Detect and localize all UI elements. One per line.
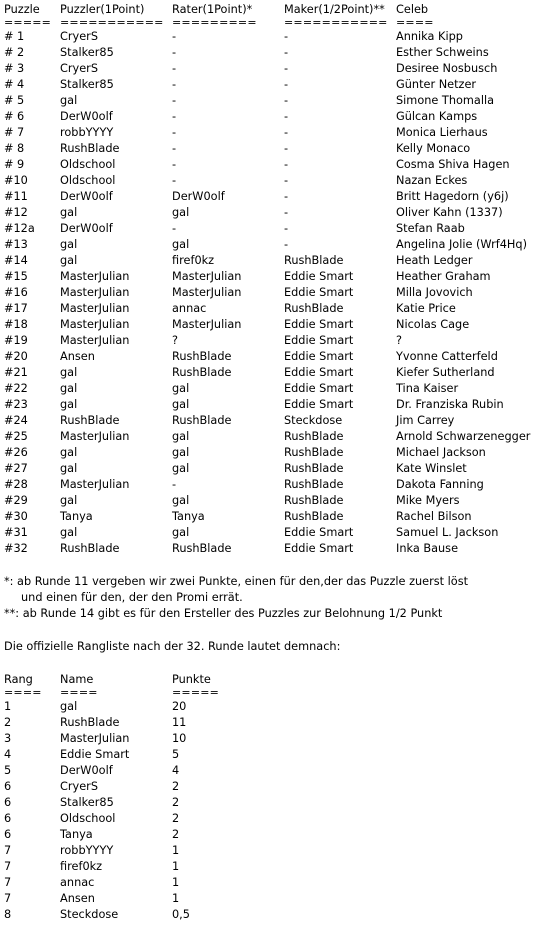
puzzle-number: #10 bbox=[4, 174, 28, 187]
rank-value: 8 bbox=[4, 908, 12, 921]
puzzler-name: Tanya bbox=[60, 510, 93, 523]
player-name: Ansen bbox=[60, 892, 95, 905]
celeb-name: Desiree Nosbusch bbox=[396, 62, 498, 75]
puzzle-number: #15 bbox=[4, 270, 28, 283]
rater-name: RushBlade bbox=[172, 350, 232, 363]
player-name: Eddie Smart bbox=[60, 748, 130, 761]
puzzle-number: #16 bbox=[4, 286, 28, 299]
celeb-name: ? bbox=[396, 334, 402, 347]
maker-name: - bbox=[284, 30, 289, 43]
table-row bbox=[4, 301, 534, 317]
player-name: annac bbox=[60, 876, 95, 889]
table-row bbox=[4, 109, 534, 125]
celeb-name: Günter Netzer bbox=[396, 78, 477, 91]
maker-name: RushBlade bbox=[284, 494, 344, 507]
rank-value: 3 bbox=[4, 732, 12, 745]
celeb-name: Britt Hagedorn (y6j) bbox=[396, 190, 509, 203]
puzzle-number: #30 bbox=[4, 510, 28, 523]
puzzler-name: MasterJulian bbox=[60, 334, 130, 347]
maker-name: RushBlade bbox=[284, 510, 344, 523]
celeb-name: Heath Ledger bbox=[396, 254, 473, 267]
rater-name: - bbox=[172, 222, 177, 235]
ranking-row bbox=[4, 795, 534, 811]
maker-name: RushBlade bbox=[284, 302, 344, 315]
puzzle-number: #21 bbox=[4, 366, 28, 379]
table-row bbox=[4, 509, 534, 525]
rater-name: annac bbox=[172, 302, 207, 315]
rater-name: firef0kz bbox=[172, 254, 215, 267]
player-name: firef0kz bbox=[60, 860, 103, 873]
maker-name: - bbox=[284, 158, 289, 171]
celeb-name: Kiefer Sutherland bbox=[396, 366, 495, 379]
rater-name: - bbox=[172, 126, 177, 139]
puzzler-name: gal bbox=[60, 366, 78, 379]
maker-name: - bbox=[284, 222, 289, 235]
table-row bbox=[4, 269, 534, 285]
rater-name: gal bbox=[172, 238, 190, 251]
maker-name: RushBlade bbox=[284, 430, 344, 443]
table-row bbox=[4, 141, 534, 157]
header-rater: Rater(1Point)* bbox=[172, 3, 253, 16]
celeb-name: Oliver Kahn (1337) bbox=[396, 206, 503, 219]
puzzle-number: # 1 bbox=[4, 30, 25, 43]
rater-name: gal bbox=[172, 382, 190, 395]
table-row bbox=[4, 349, 534, 365]
celeb-name: Cosma Shiva Hagen bbox=[396, 158, 510, 171]
puzzler-name: MasterJulian bbox=[60, 478, 130, 491]
celeb-name: Milla Jovovich bbox=[396, 286, 473, 299]
maker-name: RushBlade bbox=[284, 254, 344, 267]
rank-value: 7 bbox=[4, 860, 12, 873]
header-punkte: Punkte bbox=[172, 673, 211, 686]
header-maker: Maker(1/2Point)** bbox=[284, 3, 385, 16]
ranking-row bbox=[4, 891, 534, 907]
table-row bbox=[4, 237, 534, 253]
puzzler-name: gal bbox=[60, 462, 78, 475]
points-value: 2 bbox=[172, 812, 180, 825]
table-row bbox=[4, 77, 534, 93]
puzzle-number: #11 bbox=[4, 190, 28, 203]
table-row bbox=[4, 173, 534, 189]
puzzle-number: #25 bbox=[4, 430, 28, 443]
header-celeb: Celeb bbox=[396, 3, 429, 16]
rater-name: gal bbox=[172, 398, 190, 411]
rank-value: 7 bbox=[4, 844, 12, 857]
points-value: 2 bbox=[172, 828, 180, 841]
puzzler-name: DerW0olf bbox=[60, 190, 113, 203]
puzzler-name: RushBlade bbox=[60, 142, 120, 155]
rank-value: 6 bbox=[4, 780, 12, 793]
puzzle-number: #18 bbox=[4, 318, 28, 331]
table-row bbox=[4, 61, 534, 77]
underline-celeb: ==== bbox=[396, 16, 434, 29]
header-rang: Rang bbox=[4, 673, 33, 686]
maker-name: Eddie Smart bbox=[284, 526, 354, 539]
table-row bbox=[4, 285, 534, 301]
table-row bbox=[4, 525, 534, 541]
underline-rang: ==== bbox=[4, 686, 42, 699]
maker-name: - bbox=[284, 46, 289, 59]
header-name: Name bbox=[60, 673, 94, 686]
ranking-table-body bbox=[4, 699, 534, 923]
puzzler-name: gal bbox=[60, 94, 78, 107]
rater-name: gal bbox=[172, 446, 190, 459]
points-value: 2 bbox=[172, 780, 180, 793]
maker-name: - bbox=[284, 62, 289, 75]
rank-value: 2 bbox=[4, 716, 12, 729]
puzzle-number: #27 bbox=[4, 462, 28, 475]
underline-maker: =========== bbox=[284, 16, 388, 29]
puzzle-number: #17 bbox=[4, 302, 28, 315]
footnote-star-line1: *: ab Runde 11 vergeben wir zwei Punkte, einen für den,der das Puzzle zuerst löst bbox=[4, 575, 469, 588]
puzzler-name: Stalker85 bbox=[60, 78, 114, 91]
rater-name: - bbox=[172, 478, 177, 491]
celeb-name: Kelly Monaco bbox=[396, 142, 471, 155]
rater-name: gal bbox=[172, 462, 190, 475]
celeb-name: Arnold Schwarzenegger bbox=[396, 430, 531, 443]
rater-name: - bbox=[172, 46, 177, 59]
rater-name: ? bbox=[172, 334, 178, 347]
celeb-name: Tina Kaiser bbox=[396, 382, 459, 395]
maker-name: - bbox=[284, 206, 289, 219]
table-row bbox=[4, 333, 534, 349]
table-row bbox=[4, 29, 534, 45]
rater-name: RushBlade bbox=[172, 542, 232, 555]
rater-name: - bbox=[172, 110, 177, 123]
maker-name: - bbox=[284, 94, 289, 107]
ranking-row bbox=[4, 747, 534, 763]
ranking-intro: Die offizielle Rangliste nach der 32. Runde lautet demnach: bbox=[4, 640, 341, 653]
celeb-name: Michael Jackson bbox=[396, 446, 486, 459]
celeb-name: Kate Winslet bbox=[396, 462, 467, 475]
points-value: 1 bbox=[172, 892, 180, 905]
puzzler-name: DerW0olf bbox=[60, 222, 113, 235]
maker-name: - bbox=[284, 238, 289, 251]
underline-puzzler: =========== bbox=[60, 16, 164, 29]
points-value: 20 bbox=[172, 700, 187, 713]
table-row bbox=[4, 253, 534, 269]
puzzle-table-body bbox=[4, 29, 534, 557]
points-value: 10 bbox=[172, 732, 187, 745]
celeb-name: Dr. Franziska Rubin bbox=[396, 398, 504, 411]
maker-name: - bbox=[284, 126, 289, 139]
maker-name: RushBlade bbox=[284, 478, 344, 491]
points-value: 4 bbox=[172, 764, 180, 777]
puzzler-name: robbYYYY bbox=[60, 126, 114, 139]
puzzler-name: MasterJulian bbox=[60, 286, 130, 299]
rank-value: 5 bbox=[4, 764, 12, 777]
table-row bbox=[4, 317, 534, 333]
header-puzzler: Puzzler(1Point) bbox=[60, 3, 145, 16]
puzzler-name: gal bbox=[60, 382, 78, 395]
puzzle-number: # 5 bbox=[4, 94, 25, 107]
puzzle-number: #24 bbox=[4, 414, 28, 427]
puzzle-number: # 3 bbox=[4, 62, 25, 75]
maker-name: Eddie Smart bbox=[284, 398, 354, 411]
rater-name: - bbox=[172, 78, 177, 91]
table-row bbox=[4, 493, 534, 509]
table-row bbox=[4, 477, 534, 493]
ranking-row bbox=[4, 811, 534, 827]
points-value: 1 bbox=[172, 844, 180, 857]
puzzle-number: #12a bbox=[4, 222, 35, 235]
puzzler-name: Oldschool bbox=[60, 174, 116, 187]
player-name: robbYYYY bbox=[60, 844, 114, 857]
maker-name: Eddie Smart bbox=[284, 318, 354, 331]
rater-name: MasterJulian bbox=[172, 270, 242, 283]
puzzler-name: CryerS bbox=[60, 30, 98, 43]
puzzle-number: #32 bbox=[4, 542, 28, 555]
maker-name: Steckdose bbox=[284, 414, 343, 427]
puzzle-number: #26 bbox=[4, 446, 28, 459]
rank-value: 4 bbox=[4, 748, 12, 761]
document-page bbox=[4, 0, 534, 923]
table-row bbox=[4, 445, 534, 461]
points-value: 0,5 bbox=[172, 908, 190, 921]
rater-name: - bbox=[172, 30, 177, 43]
underline-name: ==== bbox=[60, 686, 98, 699]
rater-name: gal bbox=[172, 430, 190, 443]
maker-name: - bbox=[284, 78, 289, 91]
player-name: RushBlade bbox=[60, 716, 120, 729]
maker-name: Eddie Smart bbox=[284, 366, 354, 379]
celeb-name: Monica Lierhaus bbox=[396, 126, 488, 139]
rater-name: gal bbox=[172, 206, 190, 219]
puzzler-name: MasterJulian bbox=[60, 302, 130, 315]
footnote-star-line2: und einen für den, der den Promi errät. bbox=[21, 591, 243, 604]
maker-name: Eddie Smart bbox=[284, 350, 354, 363]
celeb-name: Annika Kipp bbox=[396, 30, 463, 43]
header-puzzle: Puzzle bbox=[4, 3, 40, 16]
maker-name: RushBlade bbox=[284, 462, 344, 475]
celeb-name: Nicolas Cage bbox=[396, 318, 470, 331]
ranking-row bbox=[4, 859, 534, 875]
maker-name: - bbox=[284, 110, 289, 123]
points-value: 2 bbox=[172, 796, 180, 809]
puzzler-name: Oldschool bbox=[60, 158, 116, 171]
celeb-name: Heather Graham bbox=[396, 270, 491, 283]
puzzle-number: #22 bbox=[4, 382, 28, 395]
maker-name: Eddie Smart bbox=[284, 334, 354, 347]
rater-name: - bbox=[172, 142, 177, 155]
rater-name: RushBlade bbox=[172, 414, 232, 427]
puzzle-number: # 8 bbox=[4, 142, 25, 155]
celeb-name: Esther Schweins bbox=[396, 46, 489, 59]
celeb-name: Dakota Fanning bbox=[396, 478, 484, 491]
celeb-name: Nazan Eckes bbox=[396, 174, 468, 187]
points-value: 5 bbox=[172, 748, 180, 761]
ranking-row bbox=[4, 763, 534, 779]
puzzle-number: #12 bbox=[4, 206, 28, 219]
ranking-row bbox=[4, 731, 534, 747]
rank-value: 6 bbox=[4, 796, 12, 809]
underline-rater: ========= bbox=[172, 16, 257, 29]
puzzle-number: #19 bbox=[4, 334, 28, 347]
celeb-name: Angelina Jolie (Wrf4Hq) bbox=[396, 238, 527, 251]
puzzler-name: gal bbox=[60, 494, 78, 507]
puzzler-name: gal bbox=[60, 238, 78, 251]
table-row bbox=[4, 157, 534, 173]
table-row bbox=[4, 93, 534, 109]
ranking-row bbox=[4, 779, 534, 795]
celeb-name: Jim Carrey bbox=[396, 414, 455, 427]
celeb-name: Rachel Bilson bbox=[396, 510, 472, 523]
rater-name: - bbox=[172, 158, 177, 171]
underline-punkte: ===== bbox=[172, 686, 220, 699]
table-row bbox=[4, 221, 534, 237]
puzzle-number: #29 bbox=[4, 494, 28, 507]
puzzle-number: #31 bbox=[4, 526, 28, 539]
puzzle-number: #28 bbox=[4, 478, 28, 491]
puzzle-number: #20 bbox=[4, 350, 28, 363]
points-value: 11 bbox=[172, 716, 187, 729]
celeb-name: Gülcan Kamps bbox=[396, 110, 478, 123]
table-row bbox=[4, 397, 534, 413]
puzzle-number: #23 bbox=[4, 398, 28, 411]
puzzler-name: gal bbox=[60, 206, 78, 219]
puzzler-name: Stalker85 bbox=[60, 46, 114, 59]
player-name: Steckdose bbox=[60, 908, 119, 921]
maker-name: - bbox=[284, 190, 289, 203]
rater-name: MasterJulian bbox=[172, 286, 242, 299]
maker-name: - bbox=[284, 142, 289, 155]
puzzler-name: MasterJulian bbox=[60, 270, 130, 283]
rater-name: - bbox=[172, 174, 177, 187]
rater-name: - bbox=[172, 94, 177, 107]
rater-name: gal bbox=[172, 526, 190, 539]
maker-name: - bbox=[284, 174, 289, 187]
points-value: 1 bbox=[172, 860, 180, 873]
table-row bbox=[4, 429, 534, 445]
celeb-name: Simone Thomalla bbox=[396, 94, 495, 107]
puzzler-name: RushBlade bbox=[60, 542, 120, 555]
puzzle-number: #14 bbox=[4, 254, 28, 267]
celeb-name: Inka Bause bbox=[396, 542, 459, 555]
puzzler-name: DerW0olf bbox=[60, 110, 113, 123]
rater-name: gal bbox=[172, 494, 190, 507]
rater-name: - bbox=[172, 62, 177, 75]
table-row bbox=[4, 381, 534, 397]
ranking-row bbox=[4, 875, 534, 891]
ranking-row bbox=[4, 699, 534, 715]
celeb-name: Katie Price bbox=[396, 302, 456, 315]
puzzler-name: CryerS bbox=[60, 62, 98, 75]
footnote-double-star: **: ab Runde 14 gibt es für den Ersteller des Puzzles zur Belohnung 1/2 Punkt bbox=[4, 607, 443, 620]
rank-value: 7 bbox=[4, 876, 12, 889]
maker-name: Eddie Smart bbox=[284, 542, 354, 555]
table-row bbox=[4, 461, 534, 477]
puzzle-number: # 4 bbox=[4, 78, 25, 91]
table-row bbox=[4, 413, 534, 429]
maker-name: RushBlade bbox=[284, 446, 344, 459]
rater-name: MasterJulian bbox=[172, 318, 242, 331]
table-row bbox=[4, 205, 534, 221]
puzzler-name: gal bbox=[60, 254, 78, 267]
maker-name: Eddie Smart bbox=[284, 270, 354, 283]
ranking-table-underline bbox=[4, 688, 534, 697]
ranking-row bbox=[4, 843, 534, 859]
rank-value: 1 bbox=[4, 700, 12, 713]
player-name: CryerS bbox=[60, 780, 98, 793]
celeb-name: Yvonne Catterfeld bbox=[396, 350, 498, 363]
underline-puzzle: ===== bbox=[4, 16, 52, 29]
puzzle-number: #13 bbox=[4, 238, 28, 251]
puzzler-name: MasterJulian bbox=[60, 318, 130, 331]
celeb-name: Stefan Raab bbox=[396, 222, 465, 235]
table-row bbox=[4, 365, 534, 381]
puzzler-name: gal bbox=[60, 446, 78, 459]
maker-name: Eddie Smart bbox=[284, 382, 354, 395]
player-name: MasterJulian bbox=[60, 732, 130, 745]
rater-name: DerW0olf bbox=[172, 190, 225, 203]
maker-name: Eddie Smart bbox=[284, 286, 354, 299]
celeb-name: Samuel L. Jackson bbox=[396, 526, 499, 539]
rater-name: RushBlade bbox=[172, 366, 232, 379]
puzzler-name: RushBlade bbox=[60, 414, 120, 427]
ranking-row bbox=[4, 715, 534, 731]
rank-value: 6 bbox=[4, 812, 12, 825]
puzzle-number: # 6 bbox=[4, 110, 25, 123]
player-name: Oldschool bbox=[60, 812, 116, 825]
table-row bbox=[4, 189, 534, 205]
celeb-name: Mike Myers bbox=[396, 494, 460, 507]
puzzle-number: # 2 bbox=[4, 46, 25, 59]
puzzler-name: gal bbox=[60, 398, 78, 411]
points-value: 1 bbox=[172, 876, 180, 889]
puzzle-number: # 9 bbox=[4, 158, 25, 171]
puzzle-table-underline bbox=[4, 18, 534, 27]
player-name: Tanya bbox=[60, 828, 93, 841]
puzzler-name: Ansen bbox=[60, 350, 95, 363]
table-row bbox=[4, 125, 534, 141]
player-name: DerW0olf bbox=[60, 764, 113, 777]
rank-value: 6 bbox=[4, 828, 12, 841]
puzzler-name: gal bbox=[60, 526, 78, 539]
ranking-row bbox=[4, 827, 534, 843]
puzzle-number: # 7 bbox=[4, 126, 25, 139]
player-name: Stalker85 bbox=[60, 796, 114, 809]
table-row bbox=[4, 45, 534, 61]
rater-name: Tanya bbox=[172, 510, 205, 523]
puzzler-name: MasterJulian bbox=[60, 430, 130, 443]
player-name: gal bbox=[60, 700, 78, 713]
ranking-row bbox=[4, 907, 534, 923]
rank-value: 7 bbox=[4, 892, 12, 905]
table-row bbox=[4, 541, 534, 557]
